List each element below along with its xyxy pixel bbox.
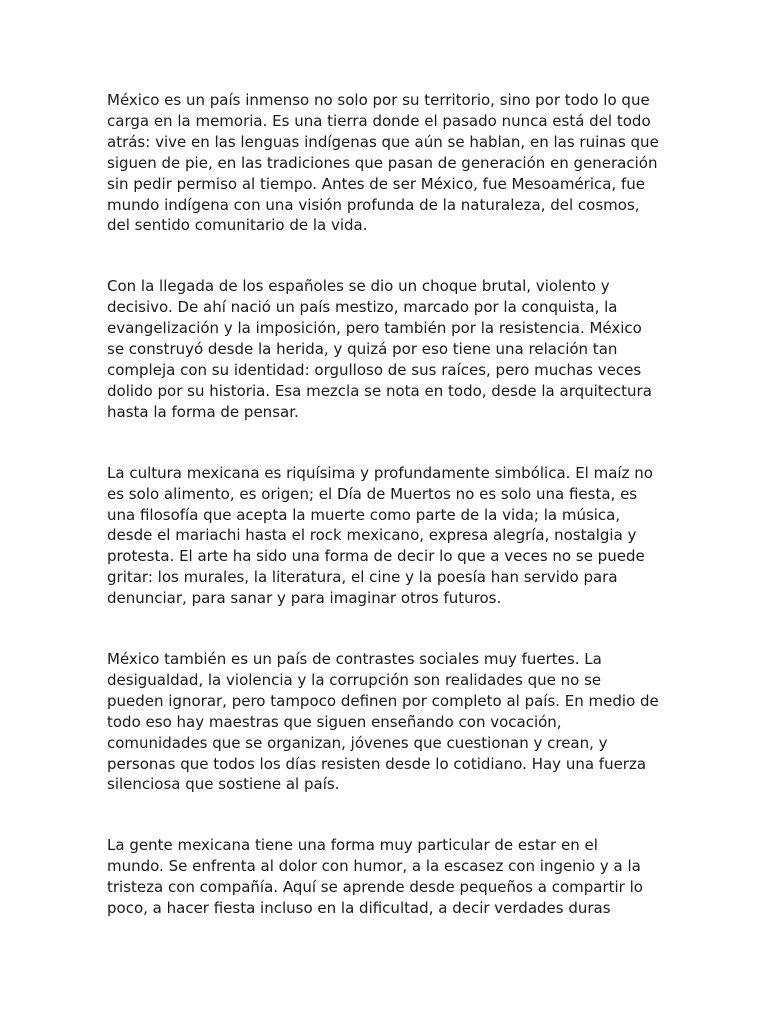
paragraph-line: hasta la forma de pensar. bbox=[107, 402, 299, 421]
paragraph-line: una filosofía que acepta la muerte como parte de la vida; la música, bbox=[107, 505, 621, 524]
paragraph-line: evangelización y la imposición, pero también por la resistencia. México bbox=[107, 319, 642, 338]
paragraph-line: desde el mariachi hasta el rock mexicano, expresa alegría, nostalgia y bbox=[107, 526, 637, 545]
paragraph-5 bbox=[107, 835, 663, 919]
paragraph-line: México es un país inmenso no solo por su territorio, sino por todo lo que bbox=[107, 91, 650, 109]
paragraph-line: todo eso hay maestras que siguen enseñando con vocación, bbox=[107, 712, 562, 731]
paragraph-3 bbox=[107, 463, 663, 609]
paragraph-line: es solo alimento, es origen; el Día de Muertos no es solo una fiesta, es bbox=[107, 484, 638, 503]
paragraph-line: sin pedir permiso al tiempo. Antes de ser México, fue Mesoamérica, fue bbox=[107, 174, 645, 193]
paragraph-line: del sentido comunitario de la vida. bbox=[107, 216, 368, 235]
paragraph-line: gritar: los murales, la literatura, el cine y la poesía han servido para bbox=[107, 568, 618, 587]
paragraph-line: comunidades que se organizan, jóvenes que cuestionan y crean, y bbox=[107, 733, 608, 752]
paragraph-line: personas que todos los días resisten desde lo cotidiano. Hay una fuerza bbox=[107, 754, 647, 773]
paragraph-4 bbox=[107, 649, 663, 795]
paragraph-1 bbox=[107, 90, 663, 236]
paragraph-line: mundo. Se enfrenta al dolor con humor, a la escasez con ingenio y a la bbox=[107, 857, 641, 876]
paragraph-line: La gente mexicana tiene una forma muy particular de estar en el bbox=[107, 836, 598, 855]
paragraph-line: Con la llegada de los españoles se dio un choque brutal, violento y bbox=[107, 277, 610, 296]
paragraph-line: tristeza con compañía. Aquí se aprende desde pequeños a compartir lo bbox=[107, 878, 643, 897]
paragraph-line: denunciar, para sanar y para imaginar otros futuros. bbox=[107, 589, 502, 608]
paragraph-line: se construyó desde la herida, y quizá por eso tiene una relación tan bbox=[107, 340, 618, 359]
paragraph-line: desigualdad, la violencia y la corrupción son realidades que no se bbox=[107, 670, 602, 689]
paragraph-line: decisivo. De ahí nació un país mestizo, marcado por la conquista, la bbox=[107, 298, 618, 317]
paragraph-line: La cultura mexicana es riquísima y profundamente simbólica. El maíz no bbox=[107, 463, 653, 482]
paragraph-line: carga en la memoria. Es una tierra donde el pasado nunca está del todo bbox=[107, 111, 651, 130]
paragraph-line: compleja con su identidad: orgulloso de sus raíces, pero muchas veces bbox=[107, 360, 642, 379]
paragraph-2 bbox=[107, 276, 663, 422]
paragraph-line: México también es un país de contrastes sociales muy fuertes. La bbox=[107, 650, 602, 669]
paragraph-line: pueden ignorar, pero tampoco definen por completo al país. En medio de bbox=[107, 691, 659, 710]
paragraph-line: protesta. El arte ha sido una forma de decir lo que a veces no se puede bbox=[107, 547, 645, 566]
paragraph-line: silenciosa que sostiene al país. bbox=[107, 775, 340, 794]
paragraph-line: siguen de pie, en las tradiciones que pasan de generación en generación bbox=[107, 153, 658, 172]
document-body bbox=[107, 90, 663, 959]
paragraph-line: atrás: vive en las lenguas indígenas que aún se hablan, en las ruinas que bbox=[107, 132, 659, 151]
paragraph-line: dolido por su historia. Esa mezcla se nota en todo, desde la arquitectura bbox=[107, 381, 652, 400]
paragraph-line: poco, a hacer fiesta incluso en la dificultad, a decir verdades duras bbox=[107, 899, 611, 918]
paragraph-line: mundo indígena con una visión profunda de la naturaleza, del cosmos, bbox=[107, 195, 640, 214]
